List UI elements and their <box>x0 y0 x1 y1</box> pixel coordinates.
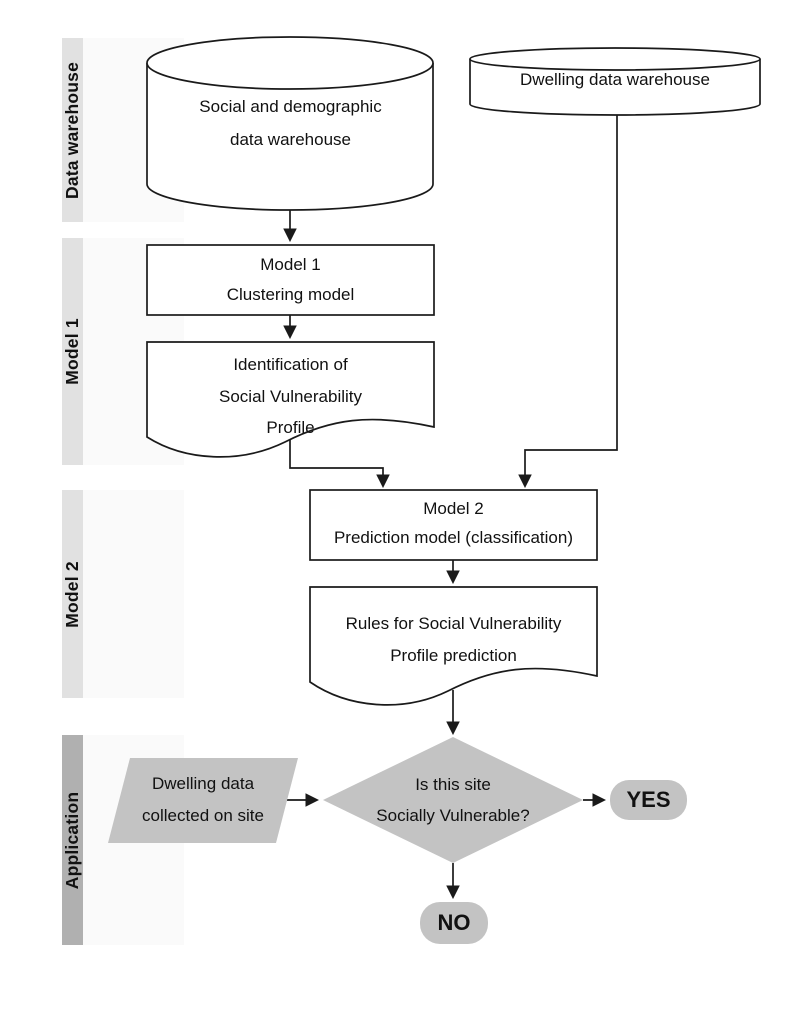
decision-label <box>343 769 563 831</box>
dwelling-input-line2: collected on site <box>142 806 264 825</box>
decision-line1: Is this site <box>415 775 491 794</box>
yes-label: YES <box>626 787 671 812</box>
dwelling-input-label <box>108 768 298 832</box>
decision-line2: Socially Vulnerable? <box>376 806 530 825</box>
rules-label <box>310 608 597 672</box>
model1-line1: Model 1 <box>260 255 321 274</box>
model2-label <box>310 490 597 556</box>
social-warehouse-line1: Social and demographic <box>199 97 382 116</box>
social-warehouse-cylinder-top <box>147 37 433 89</box>
model2-line2: Prediction model (classification) <box>333 528 574 547</box>
identification-label <box>147 349 434 444</box>
dwelling-input-line1: Dwelling data <box>151 774 255 793</box>
model2-line1: Model 2 <box>423 499 484 518</box>
section-label-model2: Model 2 <box>62 560 83 628</box>
identification-line2: Social Vulnerability <box>219 386 362 406</box>
rules-line2: Profile prediction <box>390 646 517 665</box>
identification-line3: Profile <box>266 418 315 437</box>
section-label-model1: Model 1 <box>62 318 83 385</box>
model1-label <box>147 245 434 315</box>
identification-line1: Identification of <box>233 355 348 374</box>
section-label-application: Application <box>62 791 83 889</box>
dwelling-warehouse-label: Dwelling data warehouse <box>520 69 710 89</box>
section-label-data-warehouse: Data warehouse <box>62 61 83 199</box>
no-label: NO <box>437 910 471 935</box>
arrow-dwellingwh-to-model2 <box>525 113 617 486</box>
model1-line2: Clustering model <box>226 285 355 304</box>
rules-line1: Rules for Social Vulnerability <box>345 614 562 633</box>
arrow-identification-to-model2 <box>290 440 383 486</box>
social-warehouse-line2: data warehouse <box>230 130 351 149</box>
social-warehouse-label <box>147 90 434 156</box>
